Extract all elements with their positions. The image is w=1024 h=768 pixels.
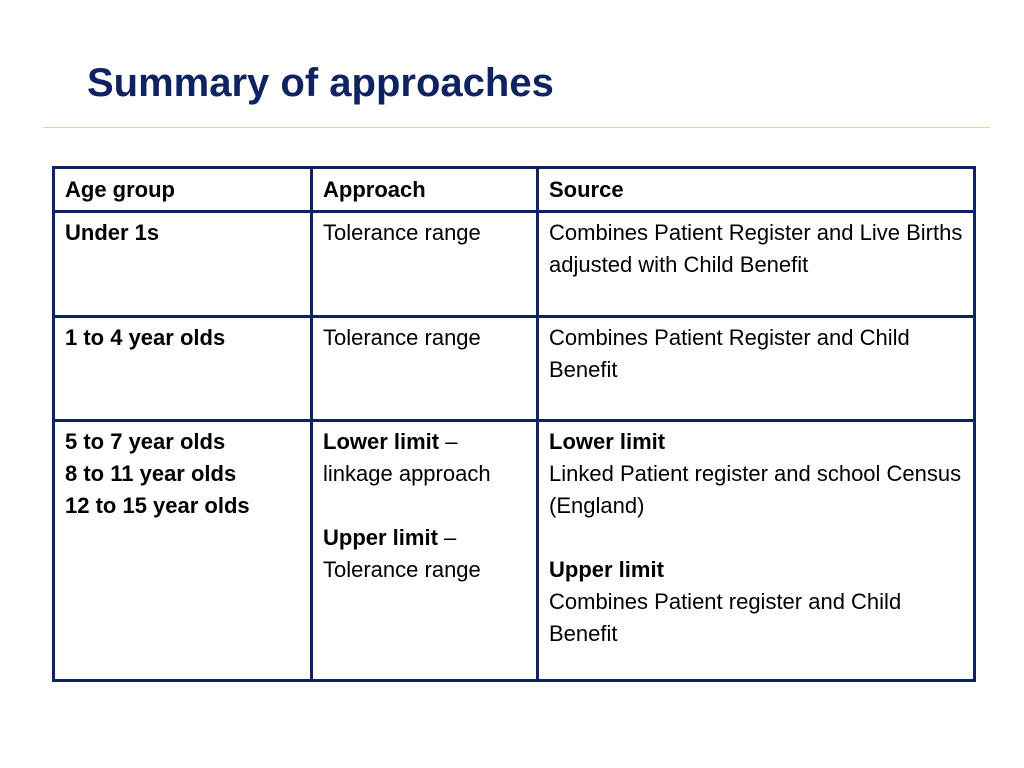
spacer (323, 490, 526, 522)
table-row (54, 212, 975, 317)
approach-cell: Tolerance range (312, 317, 538, 421)
title-divider (43, 127, 990, 128)
upper-limit-label: Upper limit (323, 525, 438, 550)
header-age-group: Age group (54, 168, 312, 212)
spacer (549, 522, 963, 554)
upper-limit-source: Combines Patient register and Child Benefit (549, 589, 902, 646)
source-cell: Combines Patient Register and Child Benefit (538, 317, 975, 421)
lower-limit-label: Lower limit (549, 429, 666, 454)
approach-cell (312, 421, 538, 681)
age-group-line: 5 to 7 year olds (65, 429, 226, 454)
slide-title: Summary of approaches (87, 61, 554, 105)
source-cell: Combines Patient Register and Live Births adjusted with Child Benefit (538, 212, 975, 317)
approaches-table (52, 166, 976, 682)
age-group-line: 8 to 11 year olds (65, 461, 237, 486)
header-source: Source (538, 168, 975, 212)
header-approach: Approach (312, 168, 538, 212)
lower-limit-source: Linked Patient register and school Census (England) (549, 461, 962, 518)
approach-cell: Tolerance range (312, 212, 538, 317)
age-group-cell (54, 421, 312, 681)
lower-limit-text: – linkage approach (323, 429, 491, 486)
lower-limit-label: Lower limit (323, 429, 440, 454)
table-row (54, 317, 975, 421)
approach-lower-block (323, 429, 491, 486)
age-group-line: 12 to 15 year olds (65, 493, 250, 518)
upper-limit-label: Upper limit (549, 557, 664, 582)
table-row (54, 421, 975, 681)
table-header-row (54, 168, 975, 212)
source-cell (538, 421, 975, 681)
age-group-cell: 1 to 4 year olds (54, 317, 312, 421)
approach-upper-block (323, 525, 481, 582)
age-group-cell: Under 1s (54, 212, 312, 317)
upper-limit-text: – Tolerance range (323, 525, 481, 582)
